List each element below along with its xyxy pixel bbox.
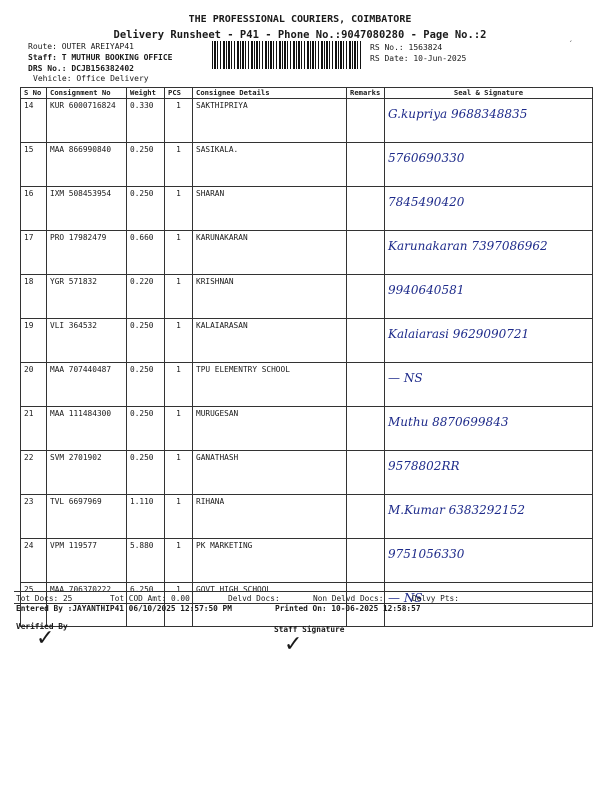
verified-by-label: Verified By [16,622,68,631]
cell-sno: 24 [21,539,47,583]
cell-sno: 17 [21,231,47,275]
cell-signature [385,99,593,143]
cell-sno: 20 [21,363,47,407]
cell-pcs: 1 [165,143,193,187]
cell-pcs: 1 [165,319,193,363]
cell-consignee: GANATHASH [193,451,347,495]
cell-pcs: 1 [165,363,193,407]
cell-remarks [347,143,385,187]
cell-consignment: VPM 119577 [47,539,127,583]
rs-number: RS No.: 1563824 [370,43,443,52]
cell-signature [385,319,593,363]
table-row [21,451,593,495]
cell-remarks [347,363,385,407]
cell-consignee: KRISHNAN [193,275,347,319]
col-header-remarks: Remarks [347,88,385,99]
vehicle-label: Vehicle: Office Delivery [33,74,149,83]
cell-remarks [347,99,385,143]
cell-sno: 16 [21,187,47,231]
cell-pcs: 1 [165,495,193,539]
cell-consignment: TVL 6697969 [47,495,127,539]
cell-consignee: KARUNAKARAN [193,231,347,275]
document-title: THE PROFESSIONAL COURIERS, COIMBATORE [188,14,412,25]
cell-weight: 0.250 [127,363,165,407]
cell-signature [385,231,593,275]
table-header-row [21,88,593,99]
cell-remarks [347,275,385,319]
cell-consignment: VLI 364532 [47,319,127,363]
table-row [21,539,593,583]
cell-consignee: TPU ELEMENTRY SCHOOL [193,363,347,407]
cell-consignment: IXM 508453954 [47,187,127,231]
cell-consignment: KUR 6000716824 [47,99,127,143]
cell-consignee: KALAIARASAN [193,319,347,363]
handwritten-signature: M.Kumar 6383292152 [388,503,525,517]
cell-sno: 15 [21,143,47,187]
table-row [21,407,593,451]
corner-mark: ´ [568,40,573,49]
cell-signature [385,275,593,319]
cell-consignee: GOVT HIGH SCHOOL [193,583,347,627]
non-delivered-docs: Non Delvd Docs: [313,594,384,603]
col-header-sno: S No [21,88,47,99]
cell-sno: 14 [21,99,47,143]
handwritten-signature: 9940640581 [388,283,465,297]
cell-weight: 1.110 [127,495,165,539]
table-row [21,363,593,407]
cell-sno: 21 [21,407,47,451]
cell-pcs: 1 [165,539,193,583]
cell-consignment: MAA 706370222 [47,583,127,627]
cell-remarks [347,451,385,495]
cell-remarks [347,187,385,231]
delivered-docs: Delvd Docs: [228,594,280,603]
cell-weight: 0.250 [127,143,165,187]
printed-on: Printed On: 10-06-2025 12:58:57 [275,604,421,613]
handwritten-signature: — NS [388,371,423,385]
table-row [21,275,593,319]
cell-weight: 0.330 [127,99,165,143]
cell-consignee: RIHANA [193,495,347,539]
barcode-graphic [212,41,362,69]
handwritten-signature: G.kupriya 9688348835 [388,107,528,121]
document-subtitle: Delivery Runsheet - P41 - Phone No.:9047080280 - Page No.:2 [113,29,487,41]
drs-number: DRS No.: DCJB156382402 [28,64,134,73]
cell-weight: 0.250 [127,407,165,451]
cell-consignee: SAKTHIPRIYA [193,99,347,143]
cell-consignment: YGR 571832 [47,275,127,319]
cell-weight: 6.250 [127,583,165,627]
cell-pcs: 1 [165,99,193,143]
cell-pcs: 1 [165,187,193,231]
handwritten-signature: 9751056330 [388,547,465,561]
cell-remarks [347,539,385,583]
table-row [21,143,593,187]
table-row [21,231,593,275]
table-row [21,495,593,539]
cell-pcs: 1 [165,407,193,451]
cell-signature [385,187,593,231]
handwritten-signature: Muthu 8870699843 [388,415,509,429]
handwritten-signature: 9578802RR [388,459,460,473]
cell-consignee: SHARAN [193,187,347,231]
delivery-points: Delvy Pts: [412,594,459,603]
table-row [21,319,593,363]
cell-consignee: MURUGESAN [193,407,347,451]
cell-consignment: MAA 707440487 [47,363,127,407]
table-row [21,99,593,143]
handwritten-signature: 5760690330 [388,151,465,165]
cell-sno: 23 [21,495,47,539]
cell-weight: 0.250 [127,319,165,363]
col-header-consignment: Consignment No [47,88,127,99]
handwritten-signature: 7845490420 [388,195,465,209]
cell-consignee: SASIKALA. [193,143,347,187]
cell-consignment: MAA 111484300 [47,407,127,451]
cell-weight: 0.250 [127,187,165,231]
cell-signature [385,451,593,495]
cell-sno: 25 [21,583,47,627]
staff-signature-label: Staff Signature [274,625,345,634]
col-header-signature: Seal & Signature [385,88,593,99]
cell-pcs: 1 [165,275,193,319]
cell-weight: 5.880 [127,539,165,583]
cell-sno: 19 [21,319,47,363]
cell-weight: 0.660 [127,231,165,275]
footer-divider [14,591,592,592]
table-row [21,187,593,231]
cell-consignment: MAA 866990840 [47,143,127,187]
handwritten-signature: Kalaiarasi 9629090721 [388,327,530,341]
cell-pcs: 1 [165,231,193,275]
cell-consignment: PRO 17982479 [47,231,127,275]
cell-weight: 0.250 [127,451,165,495]
total-docs: Tot Docs: 25 [16,594,73,603]
entered-by: Entered By :JAYANTHIP41 06/10/2025 12:57:50 PM [16,604,232,613]
total-cod-amount: Tot COD Amt: 0.00 [110,594,190,603]
cell-sno: 22 [21,451,47,495]
cell-remarks [347,231,385,275]
route-label: Route: OUTER AREIYAP41 [28,42,134,51]
handwritten-signature: — NS [388,591,423,605]
handwritten-signature: Karunakaran 7397086962 [388,239,548,253]
runsheet-table [20,87,593,627]
cell-remarks [347,319,385,363]
tick-signature: ✓ [284,632,303,657]
cell-consignee: PK MARKETING [193,539,347,583]
staff-label: Staff: T MUTHUR BOOKING OFFICE [28,53,173,62]
tick-signature: ✓ [36,626,55,651]
cell-signature [385,143,593,187]
cell-signature [385,539,593,583]
cell-sno: 18 [21,275,47,319]
cell-remarks [347,495,385,539]
cell-signature [385,407,593,451]
col-header-pcs: PCS [165,88,193,99]
cell-weight: 0.220 [127,275,165,319]
cell-consignment: SVM 2701902 [47,451,127,495]
cell-remarks [347,407,385,451]
cell-pcs: 1 [165,451,193,495]
col-header-consignee: Consignee Details [193,88,347,99]
cell-pcs: 1 [165,583,193,627]
col-header-weight: Weight [127,88,165,99]
cell-signature [385,363,593,407]
rs-date: RS Date: 10-Jun-2025 [370,54,467,63]
cell-signature [385,495,593,539]
